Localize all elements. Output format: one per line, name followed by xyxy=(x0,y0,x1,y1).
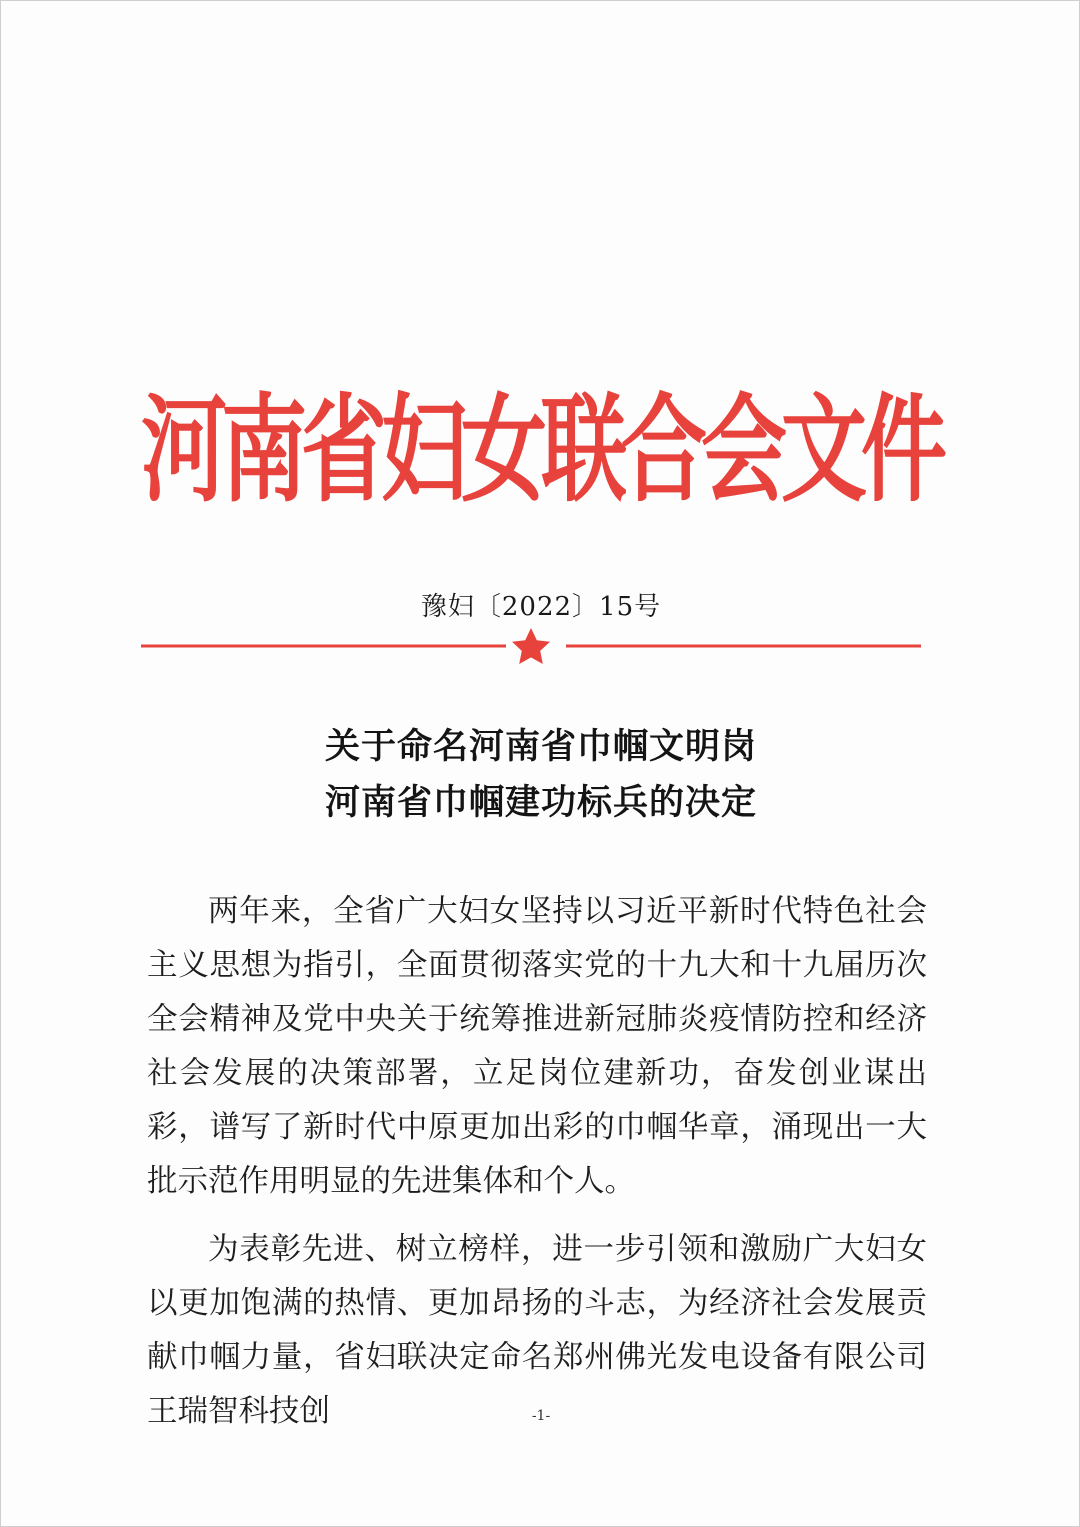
document-number: 豫妇〔2022〕15号 xyxy=(420,592,662,622)
red-divider xyxy=(141,626,921,670)
title-line-1: 关于命名河南省巾帼文明岗 xyxy=(324,727,757,767)
title-line-2: 河南省巾帼建功标兵的决定 xyxy=(324,783,757,823)
divider-graphic xyxy=(141,626,921,670)
body-paragraph: 两年来，全省广大妇女坚持以习近平新时代特色社会主义思想为指引，全面贯彻落实党的十九大和十九届历次全会精神及党中央关于统筹推进新冠肺炎疫情防控和经济社会发展的决策部署，立足岗位建新功，奋发创业谋出彩，谱写了新时代中原更加出彩的巾帼华章，涌现出一大批示范作用明显的先进集体和个人。 xyxy=(147,894,927,1199)
body-paragraph: 为表彰先进、树立榜样，进一步引领和激励广大妇女以更加饱满的热情、更加昂扬的斗志，为经济社会发展贡献巾帼力量，省妇联决定命名郑州佛光发电设备有限公司王瑞智科技创 xyxy=(147,1232,927,1429)
star-icon xyxy=(512,628,550,664)
document-title xyxy=(151,719,931,831)
issuing-authority-header: 河南省妇女联合会文件 xyxy=(141,382,941,519)
page-number: -1- xyxy=(531,1408,551,1424)
document-body xyxy=(147,885,927,1453)
